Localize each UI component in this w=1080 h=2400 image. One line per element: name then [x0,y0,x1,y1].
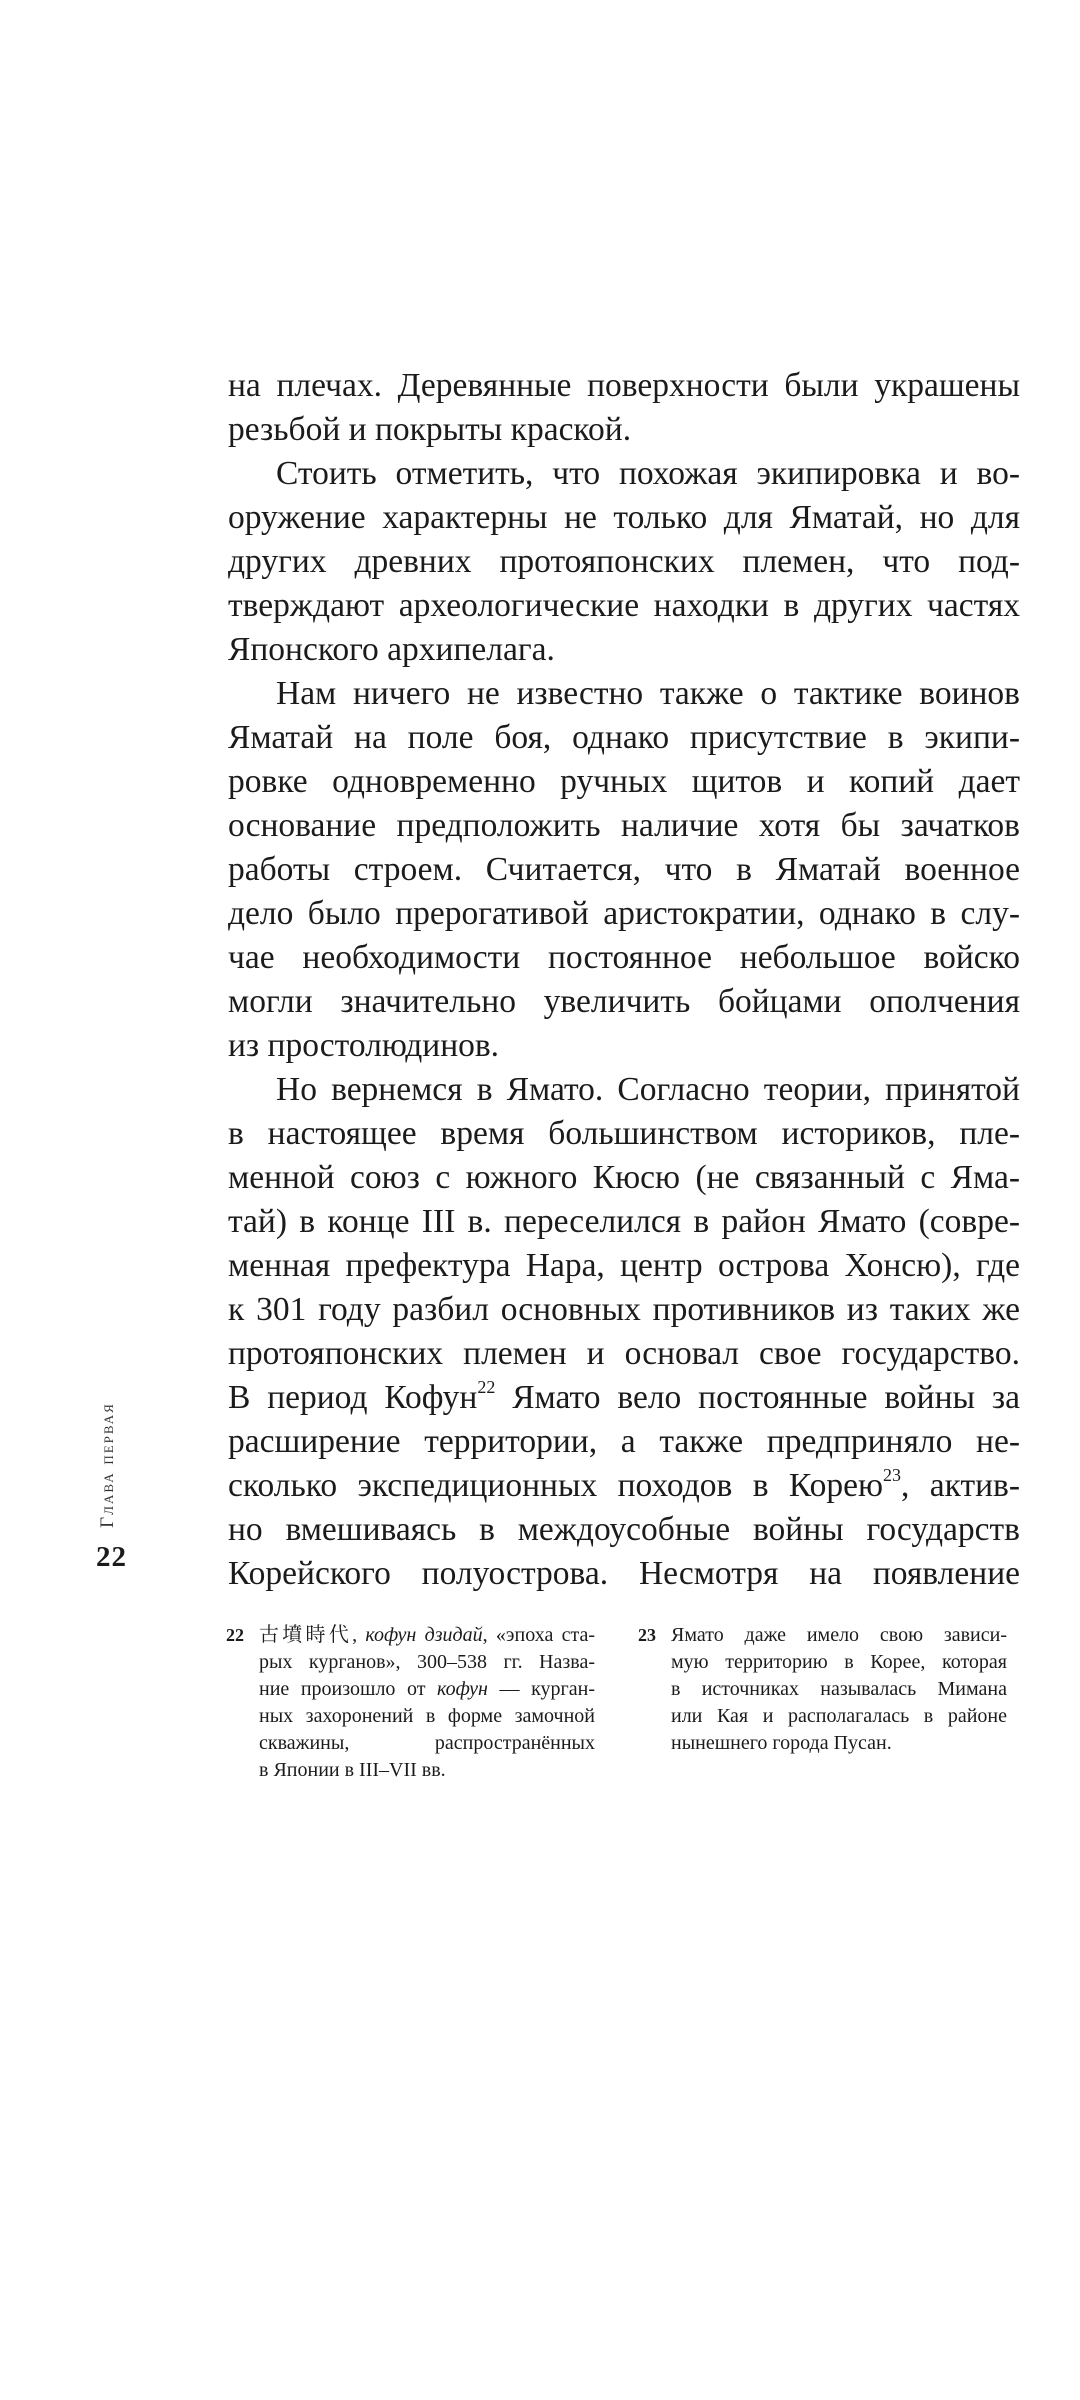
footnote-body [259,1622,595,1784]
italic-term: кофун дзидай [365,1624,483,1646]
text-line: протояпонских племен и основал свое государство. [228,1335,1020,1372]
page-number: 22 [96,1541,127,1573]
text-line: в настоящее время большинством историков, пле- [228,1115,1020,1152]
text-line: тай) в конце III в. переселился в район Ямато (совре- [228,1203,1020,1240]
text-line: менной союз с южного Кюсю (не связанный с Яма- [228,1159,1020,1196]
text-line: к 301 году разбил основных противников из таких же [228,1291,1020,1328]
text-line: работы строем. Считается, что в Яматай военное [228,851,1020,888]
footnote-line: в Японии в III–VII вв. [259,1759,446,1781]
text-line [228,1464,1020,1508]
text-line: могли значительно увеличить бойцами ополчения [228,983,1020,1020]
footnote-line: в источниках называлась Мимана [671,1678,1007,1700]
footnote-line: мую территорию в Корее, которая [671,1651,1007,1673]
footnote-line: нынешнего города Пусан. [671,1732,892,1754]
text-line: расширение территории, а также предприняло не- [228,1423,1020,1460]
footnote-line: или Кая и располагалась в районе [671,1705,1007,1727]
footnote-line [259,1676,595,1703]
running-head [96,1395,120,1535]
text-run: — курган- [487,1678,595,1700]
text-line: резьбой и покрыты краской. [228,411,632,448]
text-line: Японского архипелага. [228,631,555,668]
text-line: Стоить отметить, что похожая экипировка и во- [276,455,1020,492]
body-text [228,364,1020,1596]
footnote-line: рых курганов», 300–538 гг. Назва- [259,1651,595,1673]
text-run: сколько экспедиционных походов в Корею [228,1467,883,1504]
text-line: из простолюдинов. [228,1027,500,1064]
text-line: но вмешиваясь в междоусобные войны государств [228,1511,1020,1548]
kanji-text: 古墳時代, [259,1624,358,1646]
footnote-ref-23[interactable]: 23 [882,1465,901,1485]
footnote-line: ных захоронений в форме замочной [259,1705,595,1727]
footnote-ref-22[interactable]: 22 [477,1377,496,1397]
text-line: на плечах. Деревянные поверхности были украшены [228,367,1020,404]
text-run: , актив- [900,1467,1020,1504]
text-line: дело было прерогативой аристократии, однако в слу- [228,895,1020,932]
text-run: Ямато вело постоянные войны за [495,1379,1020,1416]
running-head-text: Глава первая [97,1402,118,1528]
footnote-body [671,1622,1007,1757]
text-line: оружение характерны не только для Яматай, но для [228,499,1020,536]
footnote-number: 22 [226,1625,244,1645]
italic-term: кофун [437,1678,488,1700]
text-line: тверждают археологические находки в других частях [228,587,1020,624]
text-line: Яматай на поле боя, однако присутствие в экипи- [228,719,1020,756]
footnote-line: Ямато даже имело свою зависи- [671,1624,1007,1646]
text-run: , «эпоха ста- [482,1624,595,1646]
footnote-line: скважины, распространённых [259,1732,595,1754]
footnote-line [259,1622,595,1649]
text-line: основание предположить наличие хотя бы зачатков [228,807,1020,844]
text-line: других древних протояпонских племен, что под- [228,543,1020,580]
text-line [228,1376,1020,1420]
text-line: Корейского полуострова. Несмотря на появление [228,1555,1020,1592]
text-line: Нам ничего не известно также о тактике воинов [276,675,1020,712]
text-line: чае необходимости постоянное небольшое войско [228,939,1020,976]
text-line: Но вернемся в Ямато. Согласно теории, принятой [276,1071,1020,1108]
text-run: ние произошло от [259,1678,438,1700]
footnote-number: 23 [638,1625,656,1645]
text-line: менная префектура Нара, центр острова Хонсю), где [228,1247,1020,1284]
text-run: В период Кофун [228,1379,478,1416]
text-line: ровке одновременно ручных щитов и копий дает [228,763,1020,800]
